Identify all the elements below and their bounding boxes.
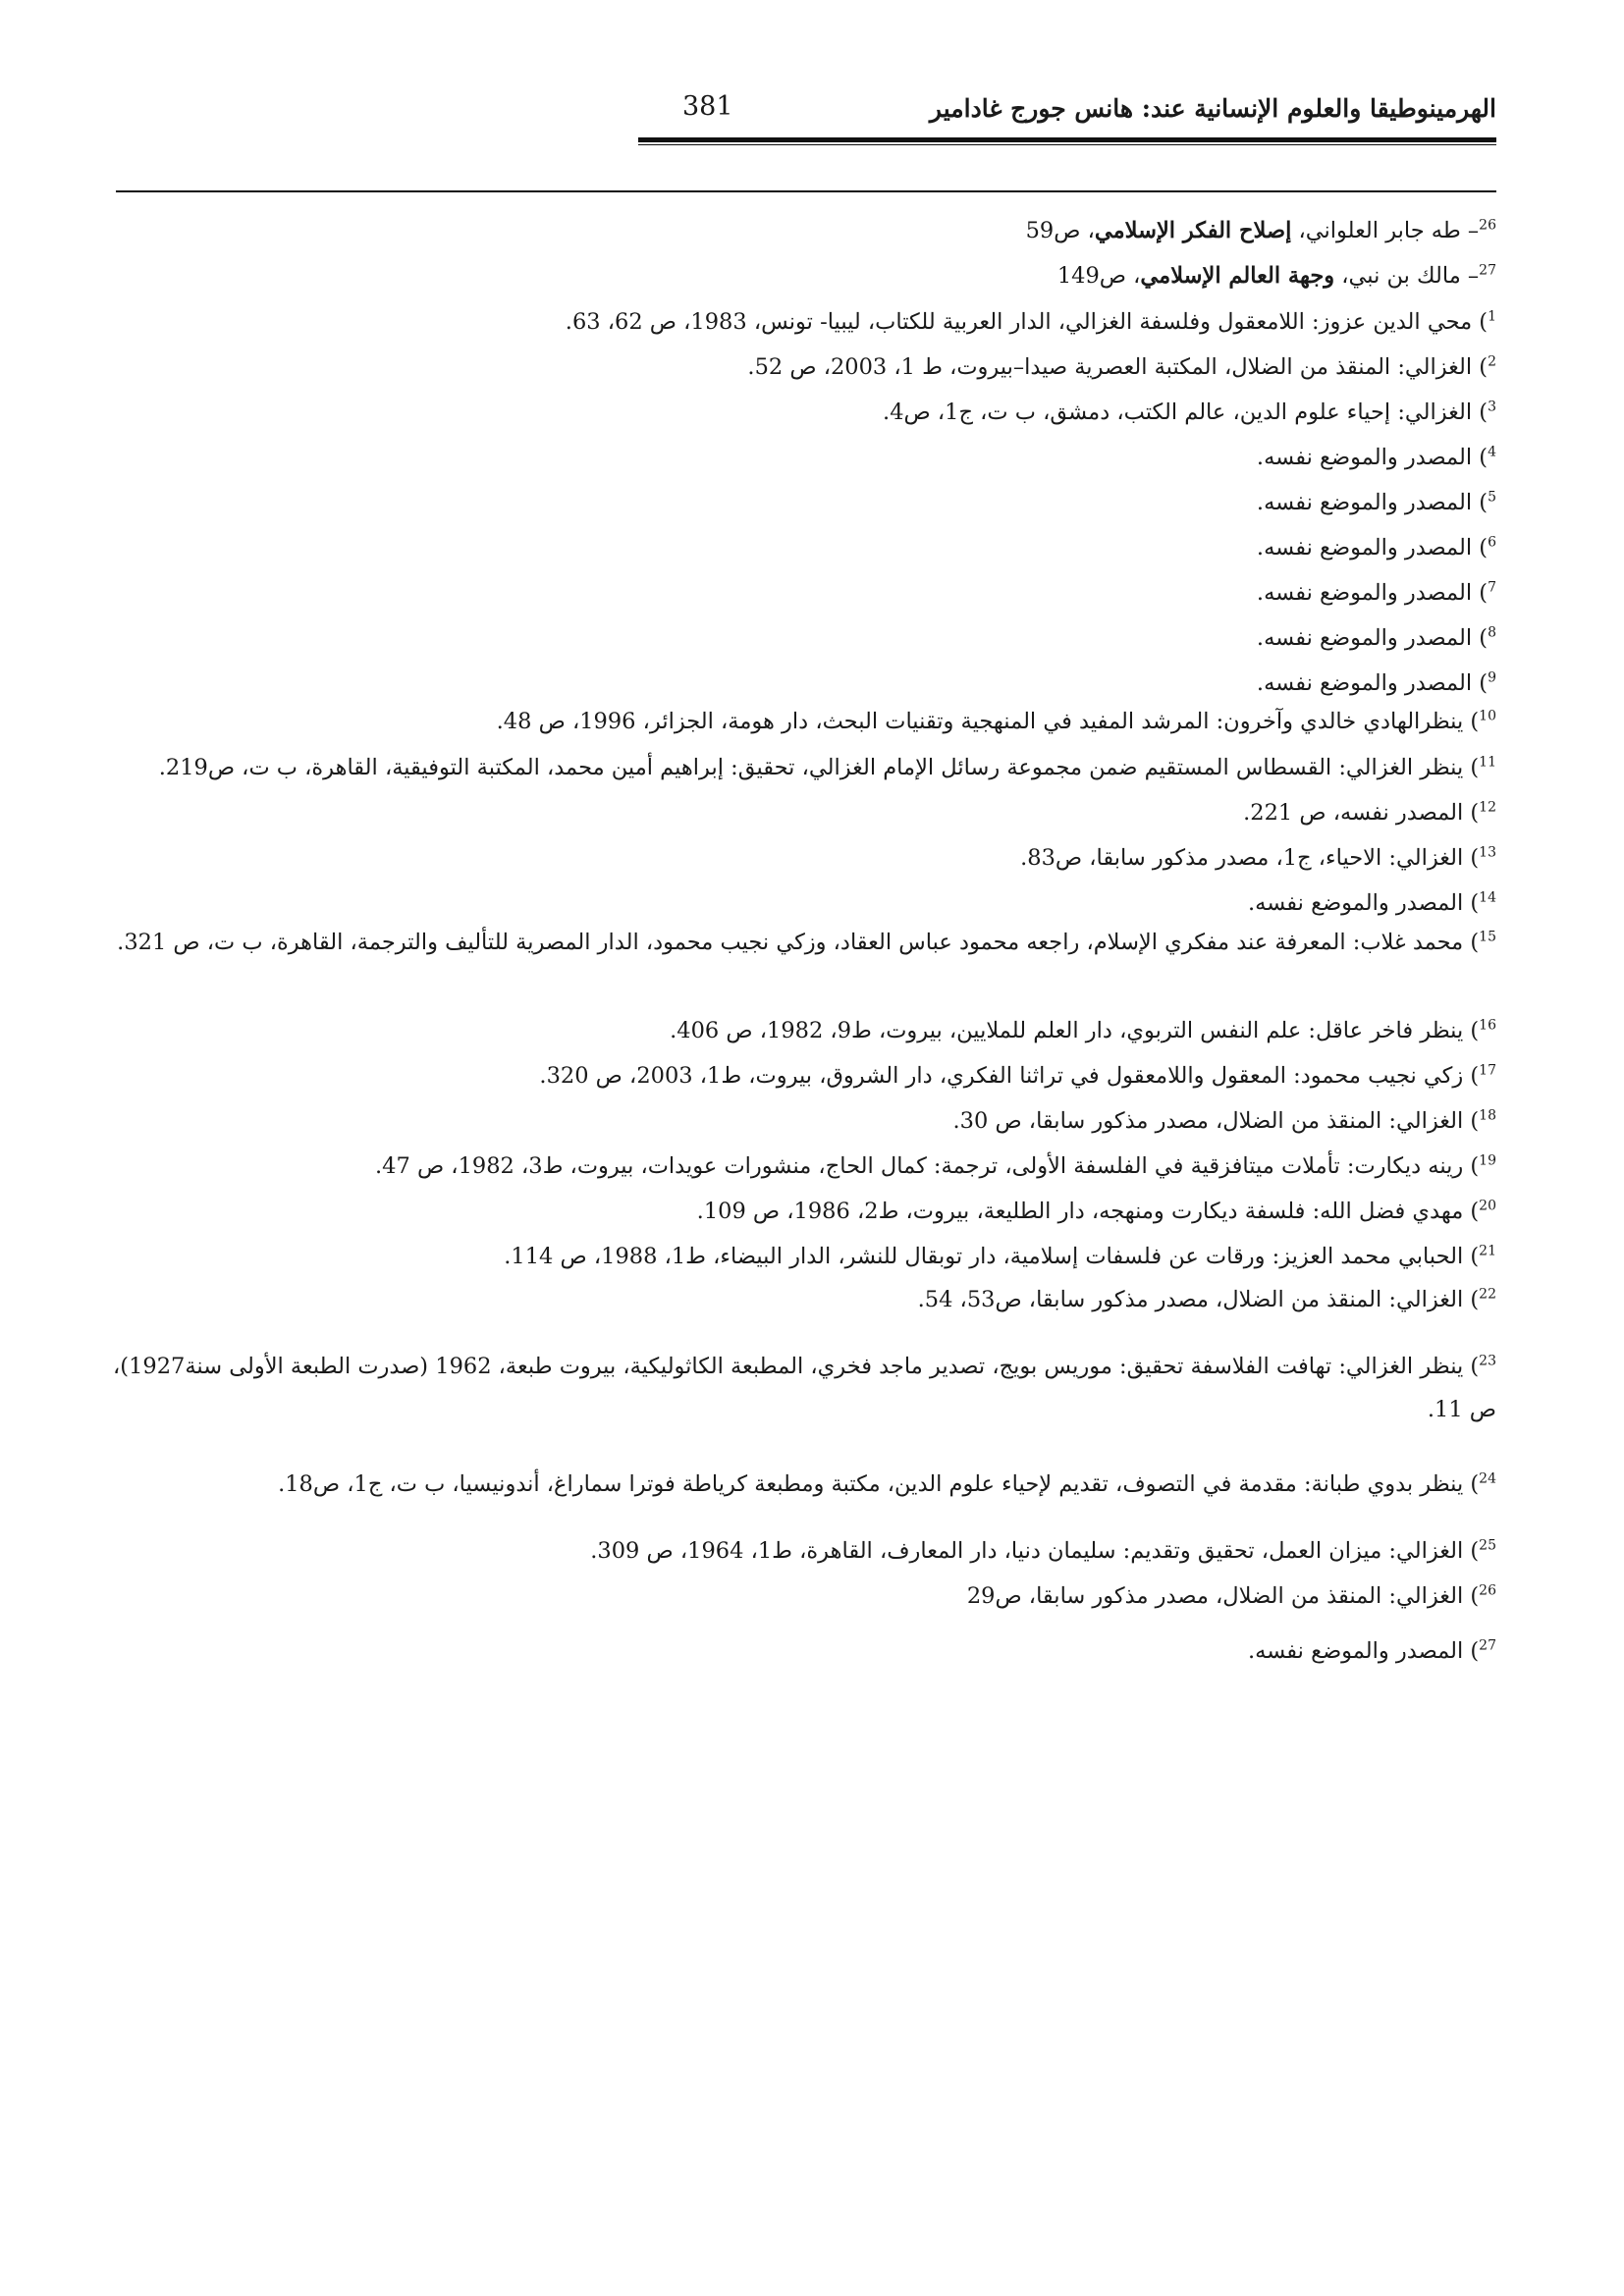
footnote — [590, 1529, 1496, 1573]
footnote — [918, 1278, 1496, 1321]
footnote-text: ) الغزالي: المنقذ من الضلال، مصدر مذكور سابقا، ص29 — [966, 1583, 1480, 1609]
header-rule-thin — [638, 144, 1496, 145]
footnote-text: ) الغزالي: إحياء علوم الدين، عالم الكتب، دمشق، ب ت، ج1، ص4. — [883, 400, 1489, 425]
footnote-text: ) الغزالي: المنقذ من الضلال، مصدر مذكور سابقا، ص 30. — [952, 1108, 1480, 1134]
footnote — [539, 1054, 1496, 1097]
footnote-number: 27 — [1479, 1637, 1496, 1654]
footnote-number: 25 — [1479, 1537, 1496, 1554]
footnote-number: 9 — [1488, 669, 1496, 686]
footnote — [1248, 881, 1496, 925]
footnote-text: ، ص59 — [1025, 218, 1095, 243]
footnote-number: 27 — [1479, 262, 1496, 279]
footnote-text: ) المصدر نفسه، ص 221. — [1243, 800, 1480, 826]
footnote-number: 7 — [1488, 579, 1496, 596]
footnote-number: 22 — [1479, 1286, 1496, 1303]
footnote-number: 26 — [1479, 1582, 1496, 1599]
footnote — [953, 1099, 1497, 1143]
footnote-text: ) المصدر والموضع نفسه. — [1248, 890, 1480, 916]
footnote-text: – طه جابر العلواني، — [1291, 218, 1480, 243]
footnote — [116, 921, 1496, 964]
footnote — [1257, 526, 1496, 569]
footnote-number: 21 — [1479, 1243, 1496, 1259]
footnote — [278, 1463, 1496, 1506]
footnote — [1257, 616, 1496, 660]
footnote-text: ) الغزالي: المنقذ من الضلال، مصدر مذكور سابقا، ص53، 54. — [917, 1287, 1480, 1312]
footnote — [1248, 1629, 1496, 1673]
running-header-title: الهرمينوطيقا والعلوم الإنسانية عند: هانس جورج غادامير — [929, 94, 1496, 123]
footnote-text: ) ينظرالهادي خالدي وآخرون: المرشد المفيد في المنهجية وتقنيات البحث، دار هومة، الجزائر، 1996، ص 48. — [496, 709, 1480, 734]
footnote-number: 5 — [1488, 489, 1496, 506]
footnote-number: 15 — [1479, 929, 1496, 945]
footnote-text: ) المصدر والموضع نفسه. — [1248, 1638, 1480, 1664]
footnote-text: ) الحبابي محمد العزيز: ورقات عن فلسفات إسلامية، دار توبقال للنشر، الدار البيضاء، ط1، 1988، ص 114. — [504, 1244, 1480, 1269]
footnote-text: ) ينظر الغزالي: القسطاس المستقيم ضمن مجموعة رسائل الإمام الغزالي، تحقيق: إبراهيم أمين محمد، المكتبة التوفيقية، القاهرة، ب ت، ص219. — [158, 755, 1480, 780]
footnote — [102, 1345, 1496, 1431]
footnote-number: 26 — [1479, 217, 1496, 234]
footnote — [1026, 209, 1496, 252]
footnote-text: ) ينظر بدوي طبانة: مقدمة في التصوف، تقديم لإحياء علوم الدين، مكتبة ومطبعة كرياطة فوترا سماراغ، أندونيسيا، ب ت، ج1، ص18. — [278, 1471, 1480, 1497]
footnote-text: ) مهدي فضل الله: فلسفة ديكارت ومنهجه، دار الطليعة، بيروت، ط2، 1986، ص 109. — [696, 1199, 1480, 1224]
footnote — [1257, 662, 1496, 705]
footnote-number: 10 — [1479, 708, 1496, 724]
footnote — [159, 746, 1496, 789]
footnote — [1257, 571, 1496, 614]
footnote-text: ) الغزالي: المنقذ من الضلال، المكتبة العصرية صيدا–بيروت، ط 1، 2003، ص 52. — [747, 354, 1489, 380]
footnote-text: ) زكي نجيب محمود: المعقول واللامعقول في تراثنا الفكري، دار الشروق، بيروت، ط1، 2003، ص 320. — [539, 1063, 1480, 1089]
footnote-number: 1 — [1488, 308, 1496, 325]
footnote — [747, 346, 1496, 389]
footnote-number: 14 — [1479, 889, 1496, 906]
footnote-text: ) المصدر والموضع نفسه. — [1256, 490, 1489, 515]
footnote-separator-rule — [116, 190, 1496, 192]
footnote-number: 19 — [1479, 1152, 1496, 1169]
footnote-text: ) المصدر والموضع نفسه. — [1256, 535, 1489, 561]
footnote-number: 13 — [1479, 844, 1496, 861]
header-rule-thick — [638, 137, 1496, 142]
footnote-number: 2 — [1488, 353, 1496, 370]
footnote — [497, 700, 1496, 743]
footnote-number: 23 — [1479, 1353, 1496, 1369]
footnote-text: ) رينه ديكارت: تأملات ميتافزقية في الفلسفة الأولى، ترجمة: كمال الحاج، منشورات عويدات، بيروت، ط3، 1982، ص 47. — [375, 1153, 1480, 1179]
footnote — [697, 1190, 1496, 1233]
footnote-number: 24 — [1479, 1470, 1496, 1487]
footnote-text: ) ينظر فاخر عاقل: علم النفس التربوي، دار العلم للملايين، بيروت، ط9، 1982، ص 406. — [670, 1018, 1480, 1043]
footnote — [504, 1235, 1496, 1278]
footnote — [1057, 254, 1496, 297]
footnote-number: 18 — [1479, 1107, 1496, 1124]
footnote — [1020, 836, 1496, 880]
page-number: 381 — [682, 91, 733, 122]
footnote — [967, 1575, 1496, 1618]
footnote-text: ) المصدر والموضع نفسه. — [1256, 445, 1489, 470]
footnote-number: 16 — [1479, 1017, 1496, 1034]
footnote — [1257, 481, 1496, 524]
footnote-number: 17 — [1479, 1062, 1496, 1079]
footnote-text: ) الغزالي: ميزان العمل، تحقيق وتقديم: سليمان دنيا، دار المعارف، القاهرة، ط1، 1964، ص 309. — [590, 1538, 1480, 1564]
footnote-text: ) المصدر والموضع نفسه. — [1256, 625, 1489, 651]
footnote-bold-title: إصلاح الفكر الإسلامي — [1094, 218, 1292, 243]
footnote-text: ) المصدر والموضع نفسه. — [1256, 580, 1489, 606]
footnote — [1257, 436, 1496, 479]
footnote — [883, 391, 1496, 434]
footnote-number: 3 — [1488, 399, 1496, 415]
footnote — [1243, 791, 1496, 834]
footnote-number: 12 — [1479, 799, 1496, 816]
footnote-number: 20 — [1479, 1198, 1496, 1214]
footnote-text: ) المصدر والموضع نفسه. — [1256, 670, 1489, 696]
footnote-bold-title: وجهة العالم الإسلامي — [1140, 263, 1335, 289]
footnote-text: ) الغزالي: الاحياء، ج1، مصدر مذكور سابقا، ص83. — [1020, 845, 1480, 871]
footnote-text: ، ص149 — [1056, 263, 1141, 289]
footnote — [566, 300, 1496, 344]
footnote-number: 11 — [1479, 754, 1496, 771]
footnote-text: ) محي الدين عزوز: اللامعقول وفلسفة الغزالي، الدار العربية للكتاب، ليبيا- تونس، 1983، ص 62، 63. — [565, 309, 1489, 335]
footnote-text: – مالك بن نبي، — [1334, 263, 1480, 289]
footnote-number: 8 — [1488, 624, 1496, 641]
footnote — [670, 1009, 1496, 1052]
footnote — [375, 1145, 1496, 1188]
footnote-text: ) ينظر الغزالي: تهافت الفلاسفة تحقيق: موريس بويج، تصدير ماجد فخري، المطبعة الكاثوليكية، بيروت طبعة، 1962 (صدرت الطبعة الأولى سنة1927)، ص 11. — [113, 1354, 1496, 1422]
footnote-text: ) محمد غلاب: المعرفة عند مفكري الإسلام، راجعه محمود عباس العقاد، وزكي نجيب محمود، الدار المصرية للتأليف والترجمة، القاهرة، ب ت، ص 321. — [117, 930, 1480, 955]
footnote-number: 6 — [1488, 534, 1496, 551]
footnote-number: 4 — [1488, 444, 1496, 460]
